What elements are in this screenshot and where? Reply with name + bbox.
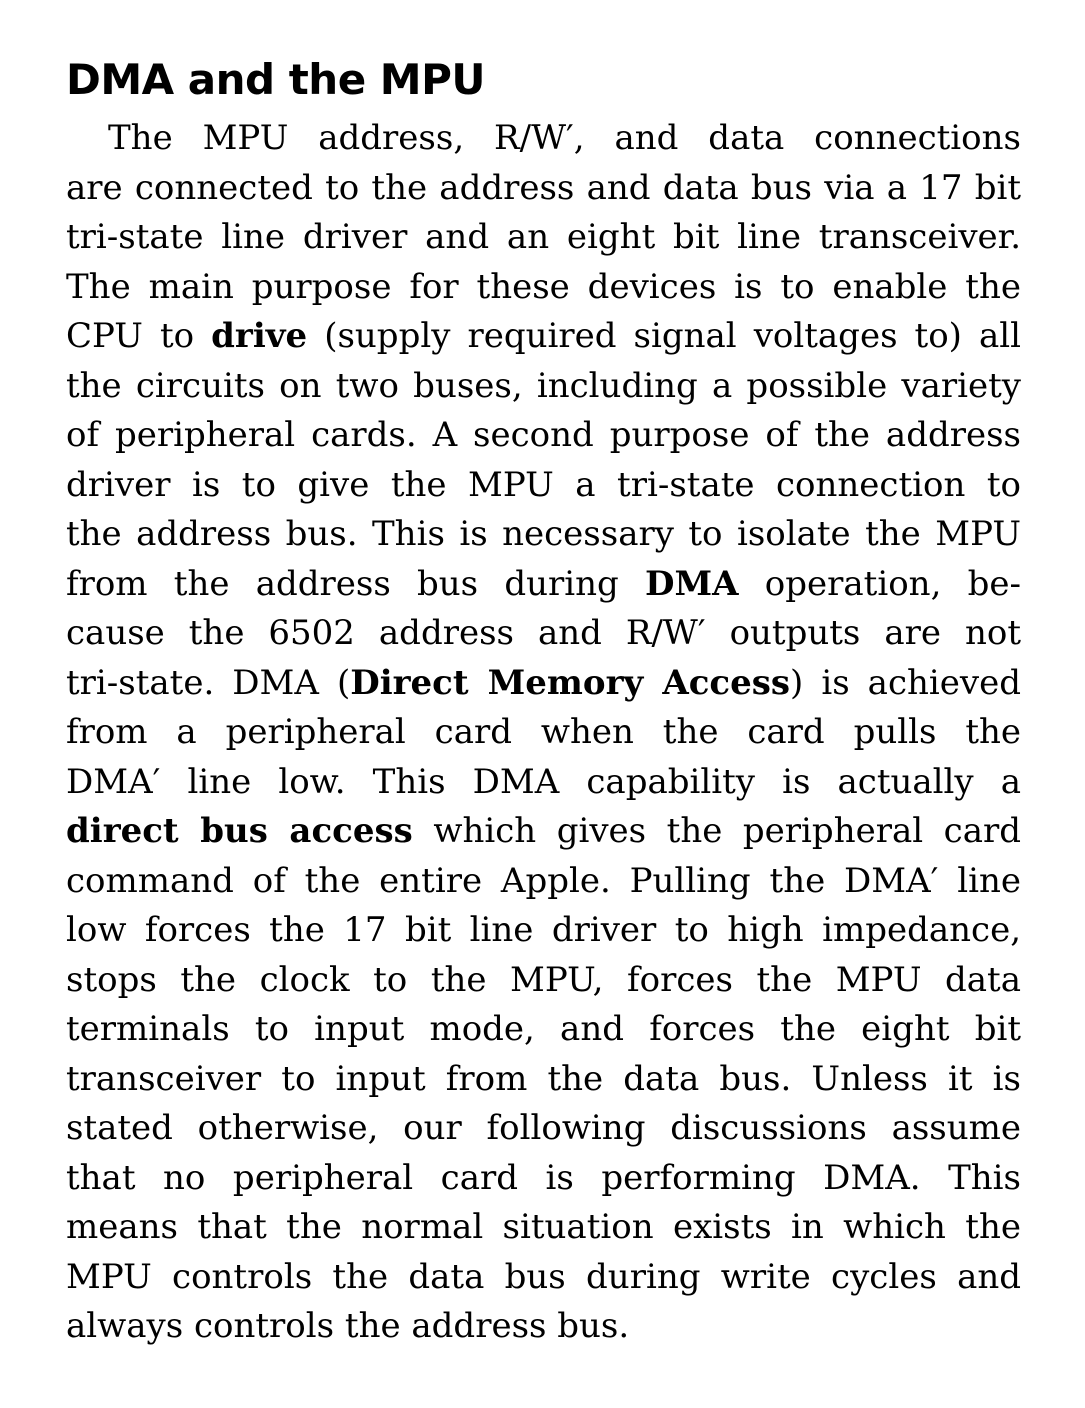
text-run: of peripheral cards. A second purpose of the address	[66, 415, 1021, 455]
text-run: command of the entire Apple. Pulling the DMA′ line	[66, 860, 1021, 901]
paragraph-line	[66, 510, 1021, 560]
text-run: means that the normal situation exists in which the	[66, 1207, 1021, 1247]
text-run: The main purpose for these devices is to enable the	[66, 266, 1021, 307]
paragraph-line	[66, 956, 1021, 1006]
text-run: always controls the address bus.	[66, 1306, 630, 1346]
paragraph-line	[66, 708, 1021, 758]
paragraph-line	[66, 906, 1021, 956]
paragraph-line	[66, 164, 1021, 214]
paragraph-line	[66, 411, 1021, 461]
text-run: the circuits on two buses, including a possible variety	[66, 365, 1021, 406]
bold-term-direct-memory-access: Direct Memory Access	[350, 662, 791, 703]
text-run: from the address bus during	[66, 563, 646, 604]
paragraph-line	[66, 1302, 1021, 1352]
paragraph-line	[66, 758, 1021, 808]
paragraph-line	[66, 312, 1021, 362]
section-heading: DMA and the MPU	[66, 55, 485, 104]
text-run: transceiver to input from the data bus. Unless it is	[66, 1058, 1021, 1099]
text-run: are connected to the address and data bus via a 17 bit	[66, 167, 1021, 208]
text-run: (supply required signal voltages to) all	[307, 316, 1021, 356]
paragraph-line	[66, 213, 1021, 263]
paragraph-line	[66, 461, 1021, 511]
text-run: low forces the 17 bit line driver to high impedance,	[66, 910, 1021, 950]
bold-term-direct-bus-access: direct bus access	[66, 811, 413, 851]
paragraph-line	[66, 659, 1021, 709]
paragraph-line	[66, 114, 1021, 164]
paragraph-line	[66, 609, 1021, 659]
text-run: DMA′ line low. This DMA capability is actually a	[66, 761, 1021, 802]
text-run: from a peripheral card when the card pulls the	[66, 712, 1021, 752]
paragraph-line	[66, 857, 1021, 907]
text-run: the address bus. This is necessary to isolate the MPU	[66, 514, 1021, 554]
bold-term-dma: DMA	[645, 563, 739, 604]
paragraph-line	[66, 1203, 1021, 1253]
text-run: stops the clock to the MPU, forces the MPU data	[66, 959, 1021, 1000]
text-run: CPU to	[66, 316, 212, 356]
text-run: operation, be-	[738, 563, 1021, 604]
paragraph-line	[66, 1005, 1021, 1055]
text-run: The MPU address, R/W′, and data connections	[108, 118, 1021, 158]
paragraph-line	[66, 1104, 1021, 1154]
text-run: terminals to input mode, and forces the eight bit	[66, 1009, 1021, 1049]
paragraph-line	[66, 263, 1021, 313]
paragraph-line	[66, 1154, 1021, 1204]
paragraph-line	[66, 560, 1021, 610]
bold-term-drive: drive	[211, 316, 308, 356]
paragraph-line	[66, 362, 1021, 412]
body-paragraph	[66, 114, 1021, 1352]
text-run: which gives the peripheral card	[412, 811, 1021, 851]
text-run: tri-state. DMA (	[66, 662, 351, 703]
paragraph-line	[66, 807, 1021, 857]
paragraph-line	[66, 1253, 1021, 1303]
text-run: MPU controls the data bus during write cycles and	[66, 1256, 1021, 1297]
text-run: cause the 6502 address and R/W′ outputs are not	[66, 613, 1021, 653]
text-run: that no peripheral card is performing DMA. This	[66, 1157, 1021, 1198]
text-run: driver is to give the MPU a tri-state connection to	[66, 464, 1021, 505]
text-run: stated otherwise, our following discussions assume	[66, 1108, 1021, 1148]
paragraph-line	[66, 1055, 1021, 1105]
text-run: ) is achieved	[790, 662, 1021, 703]
text-run: tri-state line driver and an eight bit line transceiver.	[66, 217, 1021, 257]
